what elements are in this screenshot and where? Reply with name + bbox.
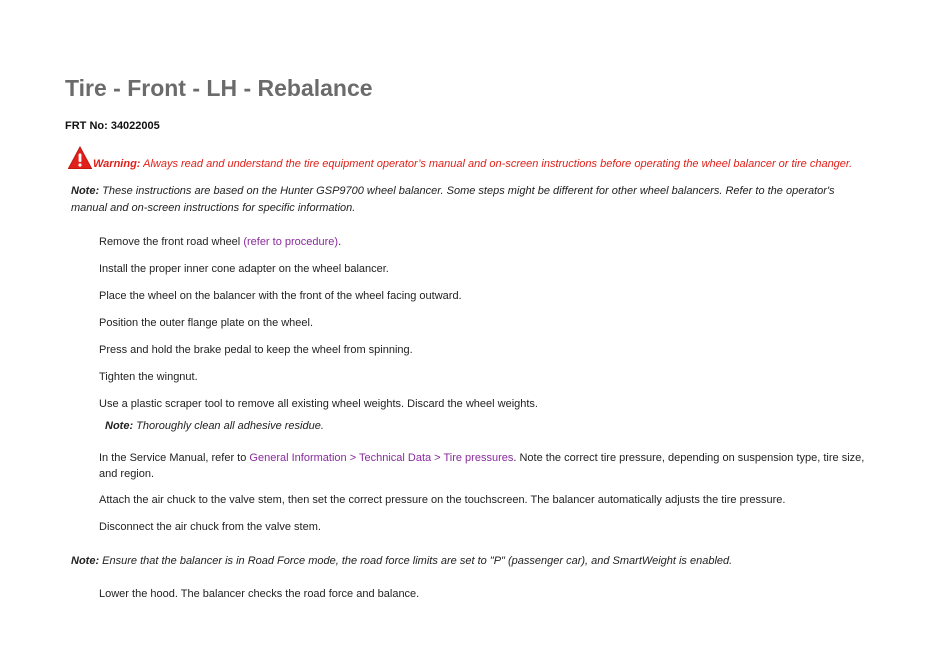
note-label: Note: [105, 420, 134, 432]
step-text: Place the wheel on the balancer with the front of the wheel facing outward. [99, 290, 462, 302]
warning-label: Warning: [93, 158, 141, 170]
note-text: These instructions are based on the Hunter GSP9700 wheel balancer. Some steps might be different for other wheel balancers. Refer to the operator's manual and on-screen instructions for specific information. [71, 185, 835, 214]
warning-callout [68, 146, 908, 171]
note-text: Thoroughly clean all adhesive residue. [133, 420, 324, 432]
step-7-note [105, 419, 324, 433]
note-top [71, 183, 871, 217]
procedure-link[interactable]: (refer to procedure) [243, 236, 339, 248]
step-text: Install the proper inner cone adapter on the wheel balancer. [99, 263, 389, 275]
step-text: Press and hold the brake pedal to keep the wheel from spinning. [99, 344, 413, 356]
step-text: Use a plastic scraper tool to remove all existing wheel weights. Discard the wheel weights. [99, 398, 538, 410]
tire-pressures-link[interactable]: General Information > Technical Data > Tire pressures [249, 452, 514, 464]
step-text: Tighten the wingnut. [99, 371, 198, 383]
note-label: Note: [71, 555, 100, 567]
page-title: Tire - Front - LH - Rebalance [65, 75, 373, 101]
note-road-force [71, 553, 871, 570]
step-text: In the Service Manual, refer to General Information > Technical Data > Tire pressures. Note the correct tire pressure, depending on suspension type, tire size, and region. [99, 452, 865, 480]
step-text: Lower the hood. The balancer checks the road force and balance. [99, 588, 420, 600]
note-label: Note: [71, 185, 100, 197]
step-text: Remove the front road wheel (refer to procedure). [99, 236, 342, 248]
warning-triangle-icon [68, 146, 92, 170]
note-text: Ensure that the balancer is in Road Force mode, the road force limits are set to "P" (passenger car), and SmartWeight is enabled. [99, 555, 733, 567]
frt-number: FRT No: 34022005 [65, 120, 160, 132]
step-text: Attach the air chuck to the valve stem, then set the correct pressure on the touchscreen. The balancer automatically adjusts the tire pressure. [99, 494, 786, 506]
warning-text: Always read and understand the tire equipment operator’s manual and on-screen instructions before operating the wheel balancer or tire changer. [140, 158, 853, 170]
step-text: Position the outer flange plate on the wheel. [99, 317, 314, 329]
step-text: Disconnect the air chuck from the valve stem. [99, 521, 321, 533]
